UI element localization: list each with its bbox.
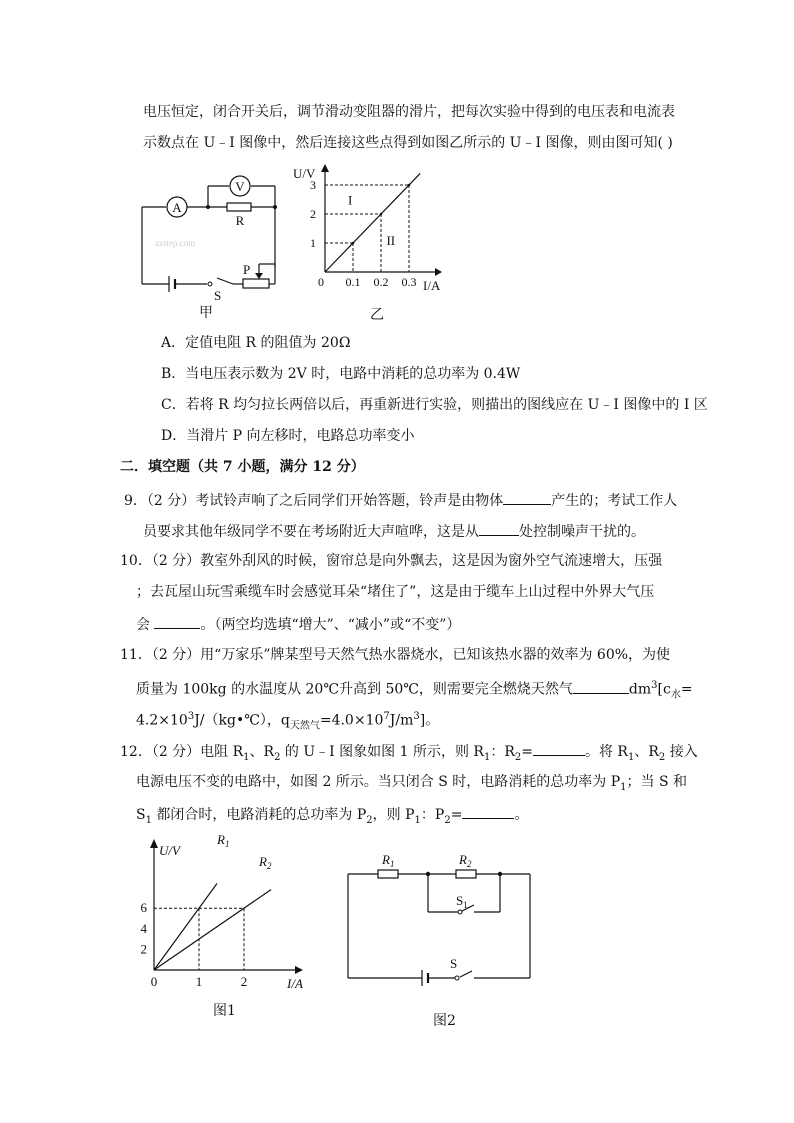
- q8-option-d: D．当滑片 P 向左移时，电路总功率变小: [161, 428, 415, 444]
- switch-s-icon: [455, 976, 459, 980]
- s-label: S: [450, 956, 458, 971]
- fig2-caption: 图2: [433, 1013, 456, 1029]
- x-axis-arrow-icon: [295, 966, 303, 974]
- r2-label: $R_2$: [459, 852, 472, 869]
- ammeter-label: A: [172, 200, 182, 215]
- data-point: [408, 184, 411, 187]
- x-axis-label: I/A: [423, 278, 441, 293]
- resistor-r-label: R: [235, 213, 245, 228]
- q11-line2: 质量为 100kg 的水温度从 20℃升高到 50℃，则需要完全燃烧天然气 $dm^3[c_水=$: [136, 676, 693, 705]
- fig-jia-caption: 甲: [199, 305, 213, 321]
- s1-label: $S_1$: [456, 893, 468, 910]
- resistor-r-icon: [227, 203, 251, 211]
- q11-line3: $4.2\times 10^3J/(kg•℃)$，$q_{天然气}=4.0\times 10^7J/m^3$]。: [136, 711, 440, 732]
- junction-dot: [426, 872, 430, 876]
- switch-s-icon: [208, 282, 212, 286]
- series-r2-label: $R_2$: [259, 854, 272, 871]
- q8-stem-line2: 示数点在 U﹣I 图像中，然后连接这些点得到如图乙所示的 U﹣I 图像，则由图可知( ): [143, 135, 673, 151]
- data-line: [325, 173, 420, 272]
- y-axis-arrow-icon: [150, 839, 158, 848]
- q12-line2: 电源电压不变的电路中，如图 2 所示。当只闭合 S 时，电路消耗的总功率为 $P_1$；当 S 和: [136, 774, 688, 793]
- x-tick-label: 0.1: [345, 275, 361, 289]
- x-tick-label: 0.2: [373, 275, 389, 289]
- origin-label: 0: [150, 974, 158, 989]
- series-r1-label: $R_1$: [217, 832, 230, 849]
- y-tick-label: 3: [310, 178, 316, 192]
- q8-option-b: B．当电压表示数为 2V 时，电路中消耗的总功率为 0.4W: [161, 366, 521, 382]
- q12-circuit-figure: [340, 850, 540, 995]
- answer-blank[interactable]: [154, 613, 200, 629]
- q10-line1: 10．（2 分）教室外刮风的时候，窗帘总是向外飘去，这是因为窗外空气流速增大，压强: [120, 553, 663, 569]
- y-axis-arrow-icon: [321, 164, 329, 172]
- region-1-label: I: [348, 192, 353, 208]
- q8-ui-chart: [285, 160, 445, 295]
- q8-option-a: A．定值电阻 R 的阻值为 20Ω: [161, 335, 351, 351]
- answer-blank[interactable]: [462, 803, 514, 819]
- fig-yi-caption: 乙: [370, 307, 384, 323]
- answer-blank[interactable]: [503, 489, 551, 505]
- q9-line2: 员要求其他年级同学不要在考场附近大声喧哗，这是从 处控制噪声干扰的。: [143, 520, 645, 542]
- series-r2-line: [154, 890, 271, 970]
- q11-line1: 11．（2 分）用“万家乐”牌某型号天然气热水器烧水，已知该热水器的效率为 60%，为使: [120, 647, 671, 663]
- series-r1-line: [154, 883, 217, 970]
- answer-blank[interactable]: [573, 678, 629, 694]
- region-2-label: II: [386, 233, 396, 249]
- y-tick-label: 6: [140, 900, 147, 916]
- x-tick-label: 2: [240, 974, 248, 989]
- fig1-caption: 图1: [213, 1003, 236, 1019]
- data-point: [352, 242, 355, 245]
- y-axis-label: U/V: [293, 166, 316, 181]
- x-tick-label: 0.3: [401, 275, 417, 289]
- resistor-r2-icon: [456, 870, 476, 878]
- y-tick-label: 4: [140, 920, 147, 936]
- watermark: zzstep.com: [155, 238, 196, 248]
- x-axis-label: I/A: [287, 976, 303, 991]
- answer-blank[interactable]: [533, 740, 585, 756]
- voltmeter-label: V: [235, 179, 245, 194]
- resistor-r1-icon: [378, 870, 398, 878]
- q8-option-c: C．若将 R 均匀拉长两倍以后，再重新进行实验，则描出的图线应在 U﹣I 图像中的 I 区: [161, 397, 708, 413]
- q12-ui-chart: [135, 830, 320, 995]
- q12-line1: 12．（2 分）电阻 $R_1$、$R_2$ 的 U﹣I 图象如图 1 所示，则 $R_1$：$R_2=$ 。将 $R_1$、$R_2$ 接入: [120, 740, 698, 768]
- y-tick-label: 2: [140, 941, 147, 957]
- battery-icon: [422, 970, 428, 986]
- data-point: [380, 213, 383, 216]
- q8-stem-line1: 电压恒定，闭合开关后，调节滑动变阻器的滑片，把每次实验中得到的电压表和电流表: [143, 104, 675, 120]
- battery-icon: [169, 276, 175, 292]
- r1-label: $R_1$: [382, 852, 395, 869]
- y-tick-label: 2: [310, 207, 316, 221]
- slider-p-label: P: [243, 262, 251, 277]
- y-tick-label: 1: [310, 236, 316, 250]
- slider-arrow-icon: [255, 273, 263, 279]
- q10-line2: ；去瓦屋山玩雪乘缆车时会感觉耳朵“堵住了”，这是由于缆车上山过程中外界大气压: [136, 584, 655, 600]
- junction-dot: [273, 205, 277, 209]
- x-axis-arrow-icon: [435, 268, 442, 276]
- q9-line1: 9．（2 分）考试铃声响了之后同学们开始答题，铃声是由物体 产生的；考试工作人: [124, 489, 677, 511]
- junction-dot: [498, 872, 502, 876]
- q12-line3: $S_1$ 都闭合时，电路消耗的总功率为 $P_2$，则 $P_1$：$P_2=$ 。: [136, 803, 528, 831]
- y-axis-label: U/V: [159, 843, 180, 858]
- x-tick-label: 1: [195, 974, 203, 989]
- answer-blank[interactable]: [479, 520, 519, 536]
- rheostat-icon: [243, 279, 269, 288]
- section-heading: 二．填空题（共 7 小题，满分 12 分）: [120, 459, 365, 475]
- switch-s1-icon: [458, 910, 462, 914]
- q10-line3: 会 。（两空均选填“增大”、“减小”或“不变”）: [136, 613, 460, 635]
- junction-dot: [206, 205, 210, 209]
- origin-label: 0: [318, 275, 324, 289]
- q8-circuit-figure: [135, 170, 295, 320]
- switch-s-label: S: [214, 288, 222, 303]
